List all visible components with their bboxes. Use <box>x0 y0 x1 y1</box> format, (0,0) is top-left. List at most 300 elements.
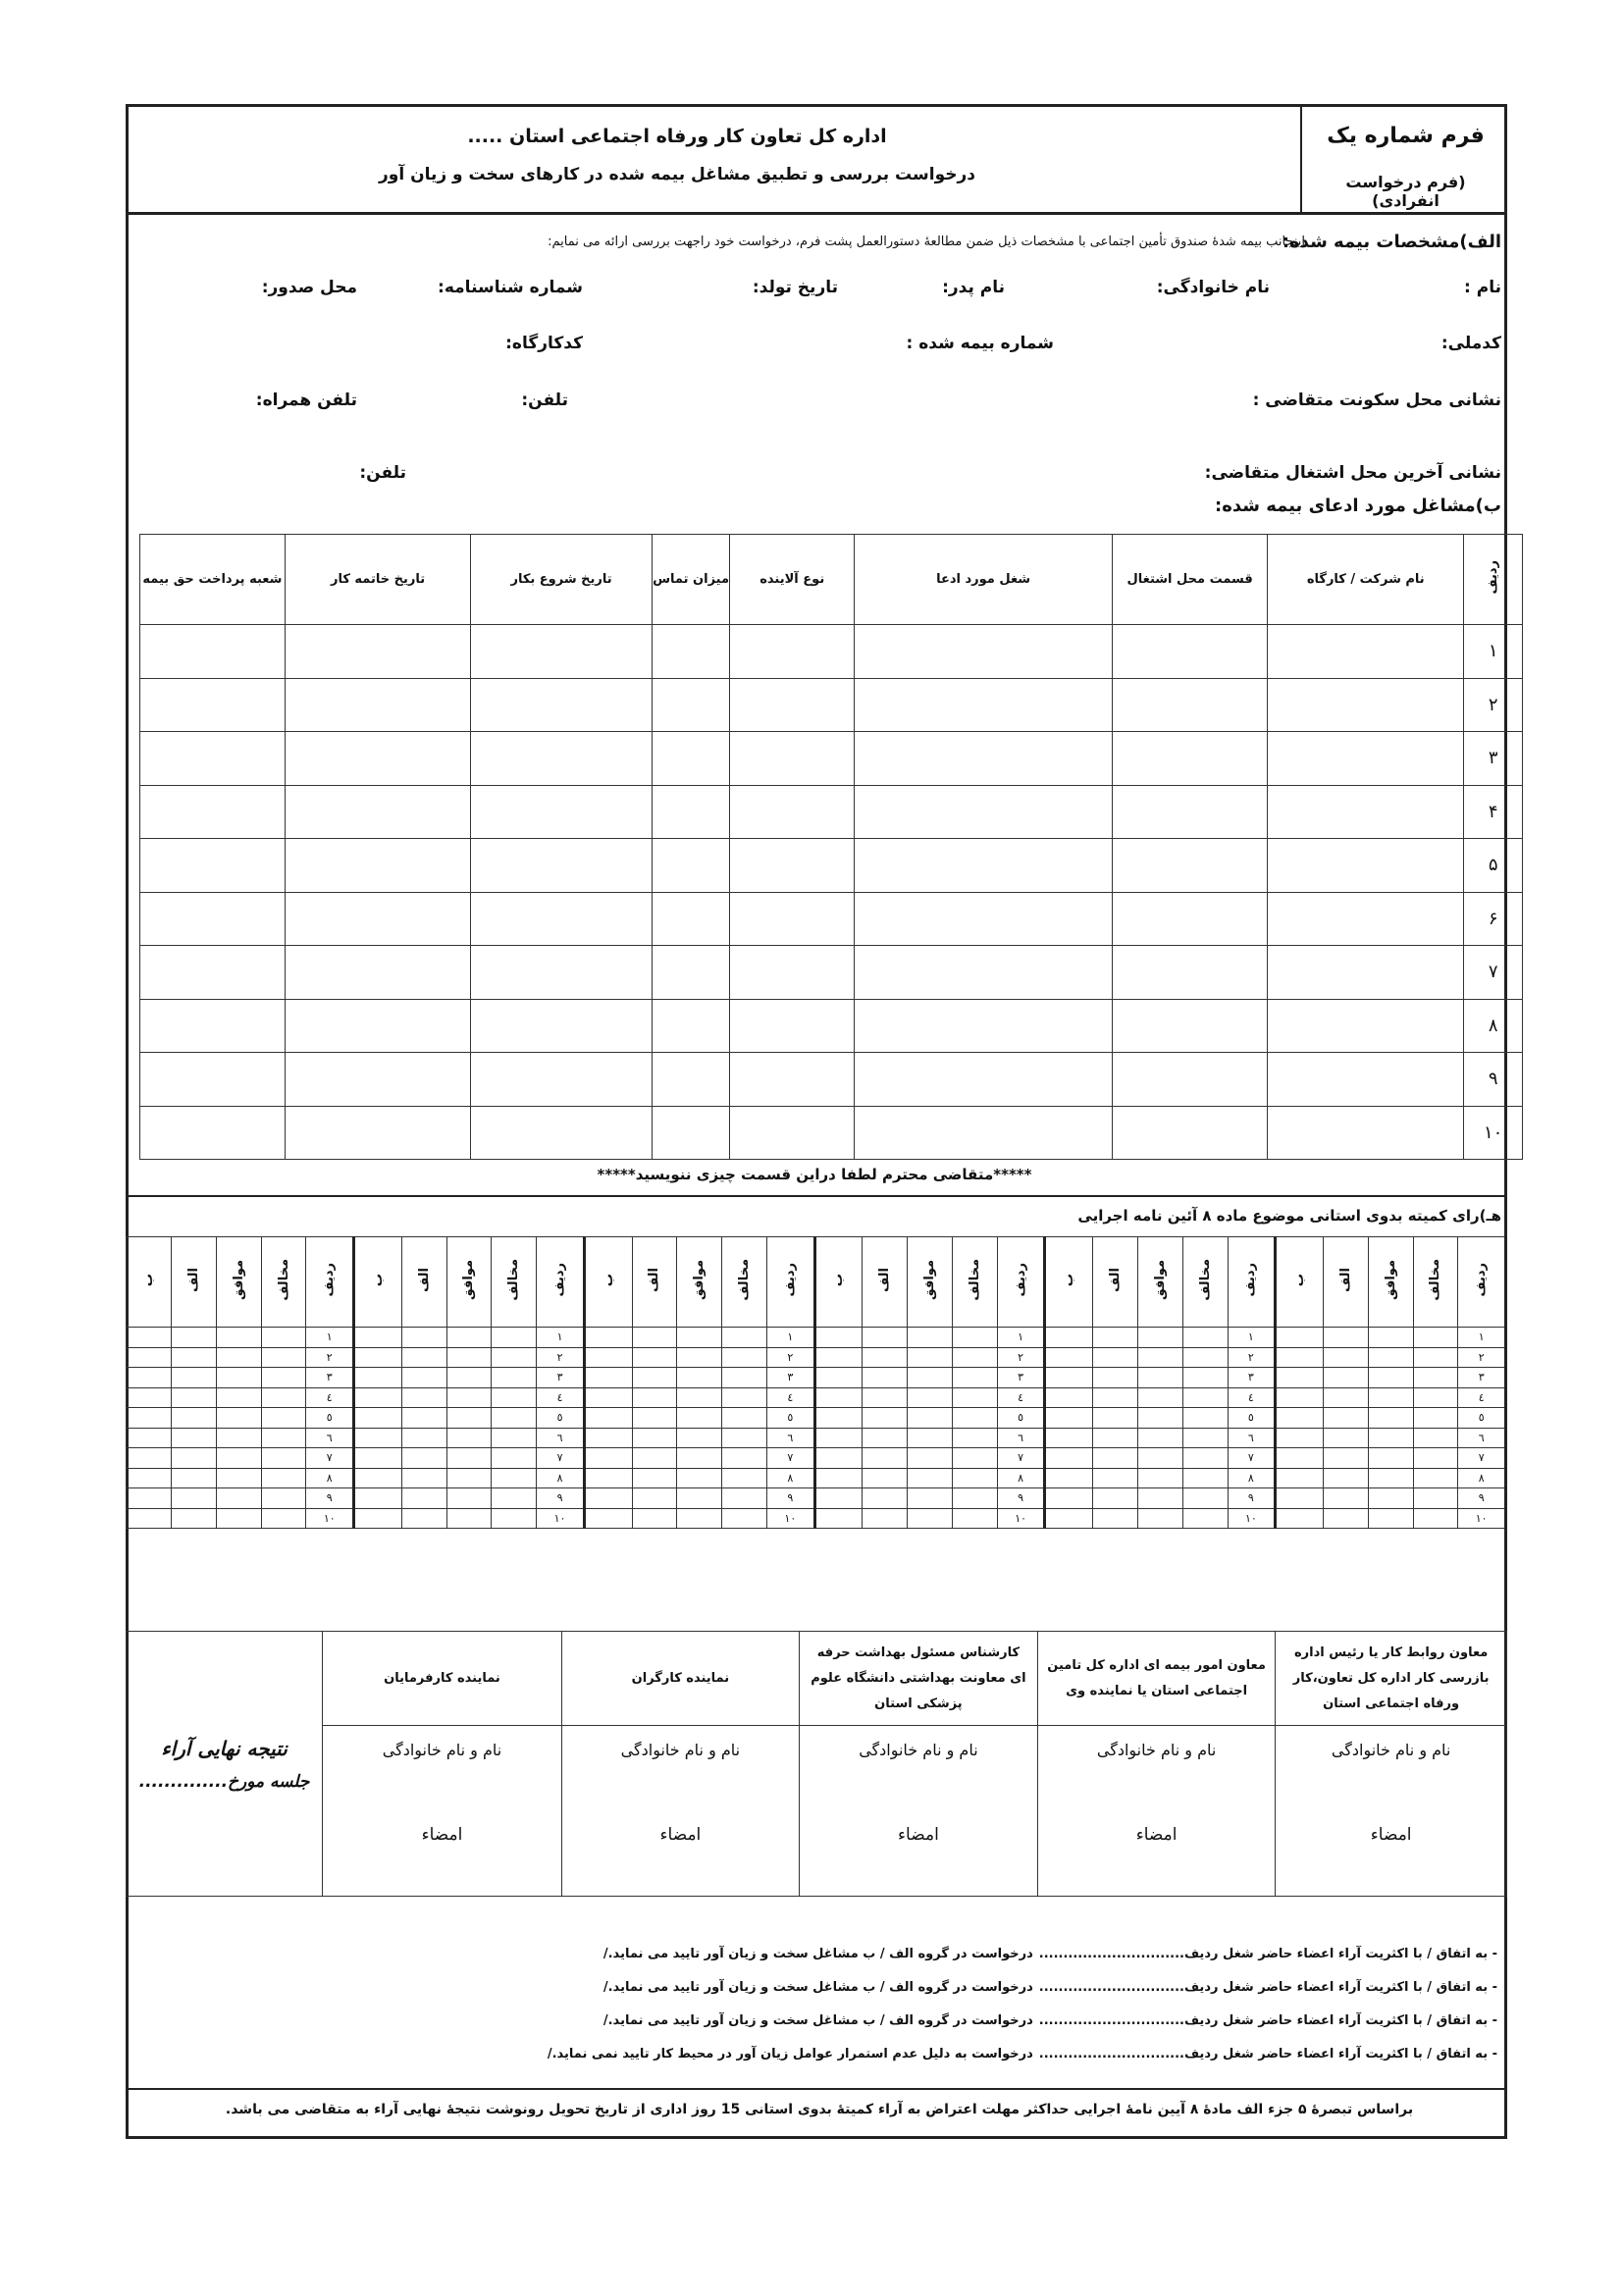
vote-cell[interactable] <box>446 1508 492 1529</box>
vote-cell[interactable] <box>863 1387 908 1408</box>
vote-cell[interactable] <box>1276 1387 1324 1408</box>
jobs-input-cell[interactable] <box>730 732 855 786</box>
jobs-input-cell[interactable] <box>140 999 286 1053</box>
vote-cell[interactable] <box>908 1488 953 1509</box>
vote-cell[interactable] <box>401 1508 446 1529</box>
phone-label[interactable]: تلفن: <box>521 391 568 410</box>
vote-cell[interactable] <box>677 1387 722 1408</box>
vote-cell[interactable] <box>722 1328 767 1348</box>
vote-cell[interactable] <box>171 1508 216 1529</box>
vote-cell[interactable] <box>354 1448 402 1469</box>
jobs-input-cell[interactable] <box>730 839 855 893</box>
jobs-input-cell[interactable] <box>855 732 1113 786</box>
vote-cell[interactable] <box>1182 1428 1228 1448</box>
vote-cell[interactable] <box>1413 1488 1458 1509</box>
vote-cell[interactable] <box>677 1328 722 1348</box>
insurance-number-label[interactable]: شماره بیمه شده : <box>906 334 1054 353</box>
vote-cell[interactable] <box>1276 1448 1324 1469</box>
vote-cell[interactable] <box>814 1448 863 1469</box>
jobs-input-cell[interactable] <box>1268 946 1464 1000</box>
vote-cell[interactable] <box>722 1387 767 1408</box>
jobs-input-cell[interactable] <box>471 785 652 839</box>
jobs-input-cell[interactable] <box>652 678 730 732</box>
jobs-input-cell[interactable] <box>652 892 730 946</box>
vote-cell[interactable] <box>261 1387 306 1408</box>
vote-cell[interactable] <box>1276 1508 1324 1529</box>
vote-cell[interactable] <box>127 1488 172 1509</box>
jobs-input-cell[interactable] <box>855 839 1113 893</box>
vote-cell[interactable] <box>216 1428 261 1448</box>
vote-cell[interactable] <box>1323 1488 1368 1509</box>
jobs-input-cell[interactable] <box>285 946 471 1000</box>
vote-cell[interactable] <box>677 1368 722 1388</box>
jobs-input-cell[interactable] <box>652 946 730 1000</box>
vote-cell[interactable] <box>863 1328 908 1348</box>
vote-cell[interactable] <box>1093 1387 1138 1408</box>
vote-cell[interactable] <box>446 1448 492 1469</box>
signature-name-field[interactable]: نام و نام خانوادگی <box>1276 1726 1507 1775</box>
vote-cell[interactable] <box>677 1468 722 1488</box>
vote-cell[interactable] <box>1093 1428 1138 1448</box>
vote-cell[interactable] <box>722 1488 767 1509</box>
vote-cell[interactable] <box>1368 1468 1413 1488</box>
vote-cell[interactable] <box>1323 1387 1368 1408</box>
vote-cell[interactable] <box>127 1508 172 1529</box>
jobs-input-cell[interactable] <box>652 1053 730 1107</box>
vote-cell[interactable] <box>354 1488 402 1509</box>
id-number-label[interactable]: شماره شناسنامه: <box>438 278 583 297</box>
vote-cell[interactable] <box>1093 1448 1138 1469</box>
jobs-input-cell[interactable] <box>285 625 471 679</box>
vote-cell[interactable] <box>216 1468 261 1488</box>
jobs-input-cell[interactable] <box>140 839 286 893</box>
vote-cell[interactable] <box>1093 1468 1138 1488</box>
vote-cell[interactable] <box>1276 1408 1324 1429</box>
vote-cell[interactable] <box>952 1408 997 1429</box>
vote-cell[interactable] <box>863 1488 908 1509</box>
issue-place-label[interactable]: محل صدور: <box>261 278 357 297</box>
vote-cell[interactable] <box>677 1428 722 1448</box>
mobile-label[interactable]: تلفن همراه: <box>255 391 357 410</box>
vote-cell[interactable] <box>171 1488 216 1509</box>
vote-cell[interactable] <box>952 1488 997 1509</box>
jobs-input-cell[interactable] <box>140 1053 286 1107</box>
vote-cell[interactable] <box>908 1448 953 1469</box>
vote-cell[interactable] <box>632 1508 677 1529</box>
vote-cell[interactable] <box>1276 1428 1324 1448</box>
signature-name-field[interactable]: نام و نام خانوادگی <box>799 1726 1037 1775</box>
vote-cell[interactable] <box>1182 1448 1228 1469</box>
vote-cell[interactable] <box>1182 1387 1228 1408</box>
jobs-input-cell[interactable] <box>471 839 652 893</box>
vote-cell[interactable] <box>1413 1448 1458 1469</box>
jobs-input-cell[interactable] <box>1268 625 1464 679</box>
jobs-input-cell[interactable] <box>855 625 1113 679</box>
vote-cell[interactable] <box>863 1468 908 1488</box>
vote-cell[interactable] <box>1413 1428 1458 1448</box>
vote-cell[interactable] <box>171 1428 216 1448</box>
vote-cell[interactable] <box>814 1347 863 1368</box>
vote-cell[interactable] <box>908 1328 953 1348</box>
workshop-code-label[interactable]: کدکارگاه: <box>505 334 583 353</box>
vote-cell[interactable] <box>1137 1368 1182 1388</box>
jobs-input-cell[interactable] <box>1268 999 1464 1053</box>
vote-cell[interactable] <box>1045 1488 1093 1509</box>
jobs-input-cell[interactable] <box>471 946 652 1000</box>
vote-cell[interactable] <box>1045 1428 1093 1448</box>
vote-cell[interactable] <box>677 1347 722 1368</box>
vote-cell[interactable] <box>814 1328 863 1348</box>
vote-cell[interactable] <box>584 1428 632 1448</box>
signature-name-field[interactable]: نام و نام خانوادگی <box>561 1726 799 1775</box>
vote-cell[interactable] <box>446 1368 492 1388</box>
jobs-input-cell[interactable] <box>471 999 652 1053</box>
vote-cell[interactable] <box>1137 1508 1182 1529</box>
vote-cell[interactable] <box>354 1387 402 1408</box>
vote-cell[interactable] <box>584 1488 632 1509</box>
vote-cell[interactable] <box>632 1428 677 1448</box>
national-code-label[interactable]: کدملی: <box>1440 334 1501 353</box>
jobs-input-cell[interactable] <box>652 999 730 1053</box>
jobs-input-cell[interactable] <box>1113 999 1268 1053</box>
jobs-input-cell[interactable] <box>1268 678 1464 732</box>
vote-cell[interactable] <box>584 1387 632 1408</box>
jobs-input-cell[interactable] <box>730 625 855 679</box>
jobs-input-cell[interactable] <box>1113 1053 1268 1107</box>
jobs-input-cell[interactable] <box>1113 678 1268 732</box>
vote-cell[interactable] <box>401 1347 446 1368</box>
vote-cell[interactable] <box>1137 1428 1182 1448</box>
jobs-input-cell[interactable] <box>1268 785 1464 839</box>
vote-cell[interactable] <box>1276 1328 1324 1348</box>
vote-cell[interactable] <box>261 1448 306 1469</box>
home-address-label[interactable]: نشانی محل سکونت متقاضی : <box>1252 391 1501 410</box>
vote-cell[interactable] <box>492 1448 537 1469</box>
vote-cell[interactable] <box>952 1508 997 1529</box>
jobs-input-cell[interactable] <box>652 1106 730 1160</box>
vote-cell[interactable] <box>908 1387 953 1408</box>
vote-cell[interactable] <box>446 1468 492 1488</box>
vote-cell[interactable] <box>446 1428 492 1448</box>
vote-cell[interactable] <box>127 1387 172 1408</box>
vote-cell[interactable] <box>1368 1328 1413 1348</box>
vote-cell[interactable] <box>952 1468 997 1488</box>
vote-cell[interactable] <box>814 1468 863 1488</box>
vote-cell[interactable] <box>722 1347 767 1368</box>
vote-cell[interactable] <box>1045 1468 1093 1488</box>
jobs-input-cell[interactable] <box>140 732 286 786</box>
jobs-input-cell[interactable] <box>285 839 471 893</box>
jobs-input-cell[interactable] <box>285 892 471 946</box>
vote-cell[interactable] <box>216 1328 261 1348</box>
jobs-input-cell[interactable] <box>285 1106 471 1160</box>
vote-cell[interactable] <box>1368 1448 1413 1469</box>
vote-cell[interactable] <box>127 1428 172 1448</box>
jobs-input-cell[interactable] <box>855 999 1113 1053</box>
vote-cell[interactable] <box>171 1387 216 1408</box>
decision-line[interactable] <box>603 1980 1497 1995</box>
jobs-input-cell[interactable] <box>471 732 652 786</box>
jobs-input-cell[interactable] <box>285 785 471 839</box>
jobs-input-cell[interactable] <box>652 839 730 893</box>
vote-cell[interactable] <box>632 1368 677 1388</box>
vote-cell[interactable] <box>354 1428 402 1448</box>
vote-cell[interactable] <box>677 1448 722 1469</box>
jobs-input-cell[interactable] <box>471 1106 652 1160</box>
signature-field[interactable]: امضاء <box>323 1775 562 1897</box>
vote-cell[interactable] <box>446 1347 492 1368</box>
vote-cell[interactable] <box>1413 1408 1458 1429</box>
jobs-input-cell[interactable] <box>1113 732 1268 786</box>
vote-cell[interactable] <box>1323 1328 1368 1348</box>
vote-cell[interactable] <box>908 1428 953 1448</box>
vote-cell[interactable] <box>584 1328 632 1348</box>
vote-cell[interactable] <box>492 1488 537 1509</box>
vote-cell[interactable] <box>261 1328 306 1348</box>
vote-cell[interactable] <box>632 1488 677 1509</box>
jobs-input-cell[interactable] <box>1268 1106 1464 1160</box>
vote-cell[interactable] <box>632 1347 677 1368</box>
work-phone-label[interactable]: تلفن: <box>359 463 406 483</box>
vote-cell[interactable] <box>1323 1347 1368 1368</box>
vote-cell[interactable] <box>1276 1347 1324 1368</box>
vote-cell[interactable] <box>492 1468 537 1488</box>
vote-cell[interactable] <box>1182 1488 1228 1509</box>
jobs-input-cell[interactable] <box>471 1053 652 1107</box>
vote-cell[interactable] <box>171 1408 216 1429</box>
vote-cell[interactable] <box>1276 1488 1324 1509</box>
vote-cell[interactable] <box>814 1488 863 1509</box>
vote-cell[interactable] <box>446 1328 492 1348</box>
vote-cell[interactable] <box>492 1387 537 1408</box>
vote-cell[interactable] <box>722 1468 767 1488</box>
jobs-input-cell[interactable] <box>855 785 1113 839</box>
jobs-input-cell[interactable] <box>285 678 471 732</box>
vote-cell[interactable] <box>1137 1448 1182 1469</box>
vote-cell[interactable] <box>354 1408 402 1429</box>
vote-cell[interactable] <box>401 1368 446 1388</box>
vote-cell[interactable] <box>677 1508 722 1529</box>
name-label[interactable]: نام : <box>1464 278 1501 297</box>
jobs-input-cell[interactable] <box>1113 785 1268 839</box>
vote-cell[interactable] <box>584 1448 632 1469</box>
vote-cell[interactable] <box>216 1347 261 1368</box>
vote-cell[interactable] <box>216 1508 261 1529</box>
vote-cell[interactable] <box>401 1468 446 1488</box>
vote-cell[interactable] <box>261 1488 306 1509</box>
vote-cell[interactable] <box>1137 1387 1182 1408</box>
vote-cell[interactable] <box>171 1368 216 1388</box>
birth-date-label[interactable]: تاریخ تولد: <box>752 278 838 297</box>
jobs-input-cell[interactable] <box>730 1053 855 1107</box>
vote-cell[interactable] <box>492 1328 537 1348</box>
vote-cell[interactable] <box>952 1328 997 1348</box>
jobs-input-cell[interactable] <box>730 678 855 732</box>
signature-name-field[interactable]: نام و نام خانوادگی <box>1037 1726 1275 1775</box>
vote-cell[interactable] <box>814 1387 863 1408</box>
vote-cell[interactable] <box>216 1387 261 1408</box>
jobs-input-cell[interactable] <box>855 946 1113 1000</box>
vote-cell[interactable] <box>492 1408 537 1429</box>
jobs-input-cell[interactable] <box>1113 892 1268 946</box>
vote-cell[interactable] <box>401 1488 446 1509</box>
vote-cell[interactable] <box>677 1408 722 1429</box>
signature-field[interactable]: امضاء <box>1276 1775 1507 1897</box>
vote-cell[interactable] <box>1045 1328 1093 1348</box>
vote-cell[interactable] <box>722 1428 767 1448</box>
vote-cell[interactable] <box>171 1347 216 1368</box>
vote-cell[interactable] <box>722 1408 767 1429</box>
vote-cell[interactable] <box>354 1328 402 1348</box>
vote-cell[interactable] <box>1368 1408 1413 1429</box>
vote-cell[interactable] <box>722 1508 767 1529</box>
vote-cell[interactable] <box>1368 1508 1413 1529</box>
vote-cell[interactable] <box>814 1508 863 1529</box>
vote-cell[interactable] <box>1413 1508 1458 1529</box>
vote-cell[interactable] <box>584 1368 632 1388</box>
vote-cell[interactable] <box>354 1368 402 1388</box>
vote-cell[interactable] <box>354 1508 402 1529</box>
jobs-input-cell[interactable] <box>1113 946 1268 1000</box>
vote-cell[interactable] <box>261 1508 306 1529</box>
vote-cell[interactable] <box>1137 1408 1182 1429</box>
vote-cell[interactable] <box>863 1368 908 1388</box>
vote-cell[interactable] <box>1323 1508 1368 1529</box>
vote-cell[interactable] <box>863 1408 908 1429</box>
vote-cell[interactable] <box>261 1428 306 1448</box>
jobs-input-cell[interactable] <box>285 999 471 1053</box>
vote-cell[interactable] <box>127 1468 172 1488</box>
vote-cell[interactable] <box>216 1368 261 1388</box>
jobs-input-cell[interactable] <box>471 892 652 946</box>
vote-cell[interactable] <box>1368 1428 1413 1448</box>
vote-cell[interactable] <box>1413 1347 1458 1368</box>
jobs-input-cell[interactable] <box>1113 839 1268 893</box>
vote-cell[interactable] <box>1323 1428 1368 1448</box>
vote-cell[interactable] <box>908 1468 953 1488</box>
vote-cell[interactable] <box>863 1448 908 1469</box>
jobs-input-cell[interactable] <box>1113 625 1268 679</box>
vote-cell[interactable] <box>1093 1508 1138 1529</box>
jobs-input-cell[interactable] <box>1268 892 1464 946</box>
vote-cell[interactable] <box>1368 1387 1413 1408</box>
vote-cell[interactable] <box>127 1408 172 1429</box>
vote-cell[interactable] <box>492 1428 537 1448</box>
vote-cell[interactable] <box>584 1408 632 1429</box>
signature-name-field[interactable]: نام و نام خانوادگی <box>323 1726 562 1775</box>
vote-cell[interactable] <box>814 1408 863 1429</box>
jobs-input-cell[interactable] <box>855 678 1113 732</box>
vote-cell[interactable] <box>1182 1328 1228 1348</box>
vote-cell[interactable] <box>1413 1328 1458 1348</box>
vote-cell[interactable] <box>722 1368 767 1388</box>
jobs-input-cell[interactable] <box>285 1053 471 1107</box>
vote-cell[interactable] <box>632 1328 677 1348</box>
jobs-input-cell[interactable] <box>471 678 652 732</box>
vote-cell[interactable] <box>1368 1368 1413 1388</box>
vote-cell[interactable] <box>1413 1387 1458 1408</box>
vote-cell[interactable] <box>1368 1347 1413 1368</box>
vote-cell[interactable] <box>401 1387 446 1408</box>
vote-cell[interactable] <box>1137 1488 1182 1509</box>
vote-cell[interactable] <box>1323 1448 1368 1469</box>
jobs-input-cell[interactable] <box>140 1106 286 1160</box>
vote-cell[interactable] <box>1045 1368 1093 1388</box>
vote-cell[interactable] <box>908 1347 953 1368</box>
vote-cell[interactable] <box>1368 1488 1413 1509</box>
vote-cell[interactable] <box>952 1448 997 1469</box>
vote-cell[interactable] <box>1182 1468 1228 1488</box>
vote-cell[interactable] <box>1045 1347 1093 1368</box>
vote-cell[interactable] <box>127 1347 172 1368</box>
vote-cell[interactable] <box>632 1408 677 1429</box>
work-address-label[interactable]: نشانی آخرین محل اشتغال متقاضی: <box>1204 463 1501 483</box>
jobs-input-cell[interactable] <box>140 946 286 1000</box>
vote-cell[interactable] <box>863 1428 908 1448</box>
jobs-input-cell[interactable] <box>730 892 855 946</box>
vote-cell[interactable] <box>1093 1368 1138 1388</box>
jobs-input-cell[interactable] <box>652 732 730 786</box>
jobs-input-cell[interactable] <box>730 785 855 839</box>
vote-cell[interactable] <box>1276 1368 1324 1388</box>
jobs-input-cell[interactable] <box>471 625 652 679</box>
vote-cell[interactable] <box>401 1328 446 1348</box>
vote-cell[interactable] <box>446 1387 492 1408</box>
vote-cell[interactable] <box>261 1368 306 1388</box>
vote-cell[interactable] <box>863 1508 908 1529</box>
vote-cell[interactable] <box>952 1428 997 1448</box>
jobs-input-cell[interactable] <box>285 732 471 786</box>
vote-cell[interactable] <box>908 1368 953 1388</box>
vote-cell[interactable] <box>127 1368 172 1388</box>
vote-cell[interactable] <box>1137 1328 1182 1348</box>
vote-cell[interactable] <box>446 1408 492 1429</box>
jobs-input-cell[interactable] <box>730 1106 855 1160</box>
signature-field[interactable]: امضاء <box>561 1775 799 1897</box>
vote-cell[interactable] <box>216 1488 261 1509</box>
decision-line[interactable] <box>603 1947 1497 1961</box>
vote-cell[interactable] <box>1045 1508 1093 1529</box>
vote-cell[interactable] <box>1323 1408 1368 1429</box>
jobs-input-cell[interactable] <box>140 678 286 732</box>
vote-cell[interactable] <box>401 1408 446 1429</box>
vote-cell[interactable] <box>952 1347 997 1368</box>
vote-cell[interactable] <box>261 1408 306 1429</box>
vote-cell[interactable] <box>584 1468 632 1488</box>
jobs-input-cell[interactable] <box>855 1106 1113 1160</box>
vote-cell[interactable] <box>171 1328 216 1348</box>
signature-field[interactable]: امضاء <box>1037 1775 1275 1897</box>
vote-cell[interactable] <box>446 1488 492 1509</box>
vote-cell[interactable] <box>1413 1468 1458 1488</box>
vote-cell[interactable] <box>814 1428 863 1448</box>
vote-cell[interactable] <box>1182 1347 1228 1368</box>
vote-cell[interactable] <box>1093 1408 1138 1429</box>
jobs-input-cell[interactable] <box>855 1053 1113 1107</box>
vote-cell[interactable] <box>1093 1347 1138 1368</box>
vote-cell[interactable] <box>1182 1408 1228 1429</box>
jobs-input-cell[interactable] <box>1268 1053 1464 1107</box>
vote-cell[interactable] <box>1045 1408 1093 1429</box>
vote-cell[interactable] <box>261 1347 306 1368</box>
vote-cell[interactable] <box>632 1448 677 1469</box>
vote-cell[interactable] <box>908 1508 953 1529</box>
vote-cell[interactable] <box>1137 1468 1182 1488</box>
session-date-label[interactable]: جلسه مورخ.............. <box>138 1771 310 1792</box>
family-name-label[interactable]: نام خانوادگی: <box>1156 278 1270 297</box>
vote-cell[interactable] <box>127 1328 172 1348</box>
vote-cell[interactable] <box>584 1508 632 1529</box>
